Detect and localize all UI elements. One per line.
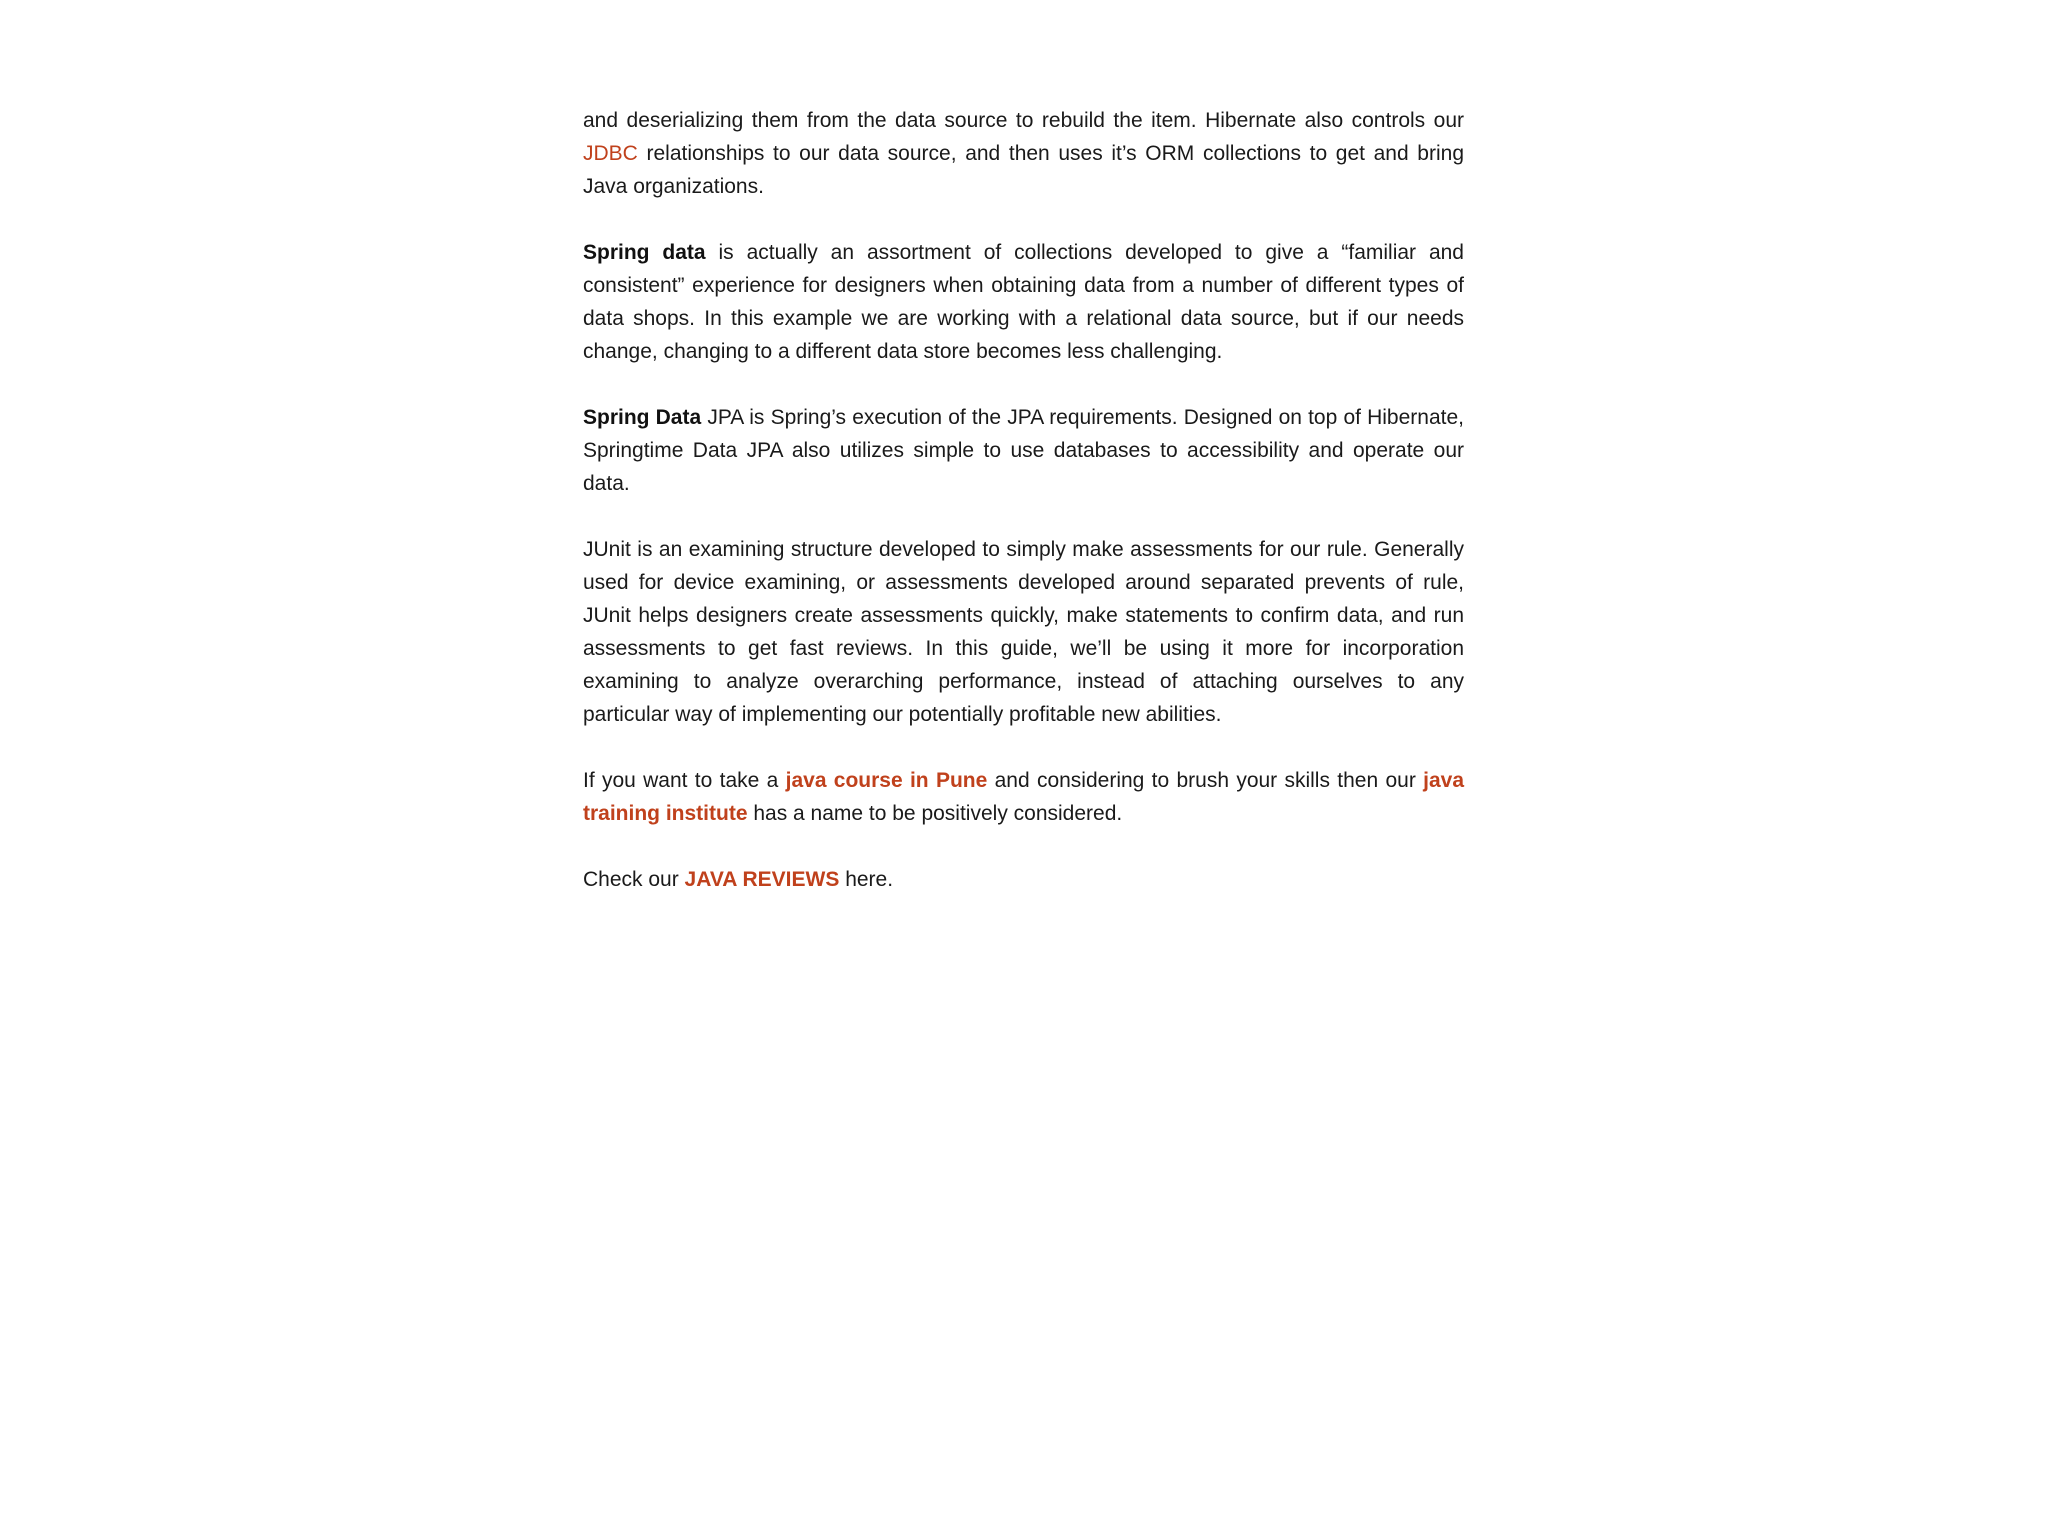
jdbc-link[interactable]: JDBC [583, 142, 638, 165]
paragraph-junit [583, 533, 1464, 731]
paragraph-text: JPA is Spring’s execution of the JPA requirements. Designed on top of Hibernate, Springtime Data JPA also utilizes simple to use databases to accessibility and operate our data. [583, 406, 1464, 495]
bold-term: Spring data [583, 241, 706, 264]
paragraph-text: Check our [583, 868, 685, 891]
paragraph-spring-data-jpa [583, 401, 1464, 500]
paragraph-reviews [583, 863, 1464, 896]
java-reviews-link[interactable]: JAVA REVIEWS [684, 868, 840, 891]
paragraph-text: and considering to brush your skills then our [987, 769, 1424, 792]
paragraph-text: has a name to be positively considered. [747, 802, 1123, 825]
paragraph-spring-data [583, 236, 1464, 368]
paragraph-text: If you want to take a [583, 769, 786, 792]
paragraph-course [583, 764, 1464, 830]
article-body [583, 104, 1464, 896]
java-training-institute-link[interactable]: java training institute [583, 769, 1464, 825]
paragraph-text: is actually an assortment of collections developed to give a “familiar and consistent” experience for designers when obtaining data from a number of different types of data shops. In this example we are working with a relational data source, but if our needs change, changing to a different data store becomes less challenging. [583, 241, 1464, 363]
paragraph-text: JUnit is an examining structure developed to simply make assessments for our rule. Generally used for device examining, or assessments developed around separated prevents of rule, JUnit helps designers create assessments quickly, make statements to confirm data, and run assessments to get fast reviews. In this guide, we’ll be using it more for incorporation examining to analyze overarching performance, instead of attaching ourselves to any particular way of implementing our potentially profitable new abilities. [583, 538, 1464, 726]
bold-term: Spring Data [583, 406, 702, 429]
paragraph-text: and deserializing them from the data source to rebuild the item. Hibernate also controls our [583, 109, 1464, 132]
paragraph-hibernate [583, 104, 1464, 203]
paragraph-text: here. [839, 868, 894, 891]
java-course-link[interactable]: java course in Pune [785, 769, 988, 792]
paragraph-text: relationships to our data source, and then uses it’s ORM collections to get and bring Java organizations. [583, 142, 1464, 198]
